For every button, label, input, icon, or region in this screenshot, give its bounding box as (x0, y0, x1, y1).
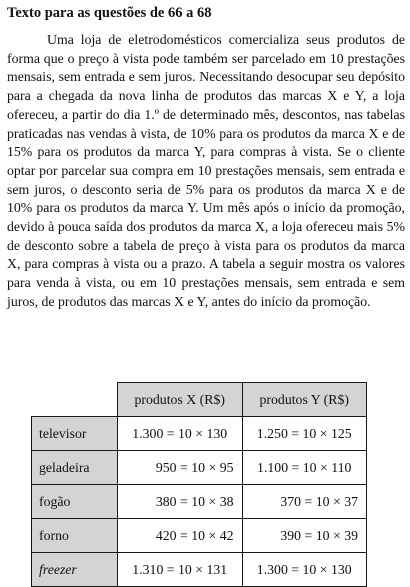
cell-fogao-y: 370 = 10 × 37 (242, 485, 367, 519)
price-table (31, 382, 367, 587)
cell-forno-y: 390 = 10 × 39 (242, 519, 367, 553)
table-corner-cell (32, 383, 118, 417)
table-row (32, 451, 367, 485)
cell-forno-x: 420 = 10 × 42 (118, 519, 243, 553)
column-header-products-y: produtos Y (R$) (242, 383, 367, 417)
table-header-row (32, 383, 367, 417)
cell-televisor-x: 1.300 = 10 × 130 (118, 417, 243, 451)
table-row (32, 417, 367, 451)
table-row (32, 519, 367, 553)
cell-geladeira-x: 950 = 10 × 95 (118, 451, 243, 485)
cell-fogao-x: 380 = 10 × 38 (118, 485, 243, 519)
cell-televisor-y: 1.250 = 10 × 125 (242, 417, 367, 451)
cell-geladeira-y: 1.100 = 10 × 110 (242, 451, 367, 485)
section-heading: Texto para as questões de 66 a 68 (7, 5, 212, 21)
row-label-geladeira: geladeira (32, 451, 118, 485)
row-label-forno: forno (32, 519, 118, 553)
price-table-container (31, 382, 367, 587)
cell-freezer-y: 1.300 = 10 × 130 (242, 553, 367, 587)
row-label-freezer: freezer (32, 553, 118, 587)
column-header-products-x: produtos X (R$) (118, 383, 243, 417)
body-paragraph: Uma loja de eletrodomésticos comercializa seus produtos de forma que o preço à vista pode também ser parcelado em 10 prestações mensais, sem entrada e sem juros. Necessitando desocupar seu depósito para a chegada da nova linha de produtos das marcas X e Y, a loja ofereceu, a partir do dia 1.º de determinado mês, descontos, nas tabelas praticadas nas vendas à vista, de 10% para os produtos da marca X e de 15% para os produtos da marca Y, para compras à vista. Se o cliente optar por parcelar sua compra em 10 prestações mensais, sem entrada e sem juros, o desconto seria de 5% para os produtos da marca X e de 10% para os produtos da marca Y. Um mês após o início da promoção, devido à pouca saída dos produtos da marca X, a loja ofereceu mais 5% de desconto sobre a tabela de preço à vista para os produtos da marca X, para compras à vista ou a prazo. A tabela a seguir mostra os valores para venda à vista, ou em 10 prestações mensais, sem entrada e sem juros, de produtos das marcas X e Y, antes do início da promoção. (7, 32, 405, 309)
table-row (32, 485, 367, 519)
table-row (32, 553, 367, 587)
row-label-fogao: fogão (32, 485, 118, 519)
row-label-televisor: televisor (32, 417, 118, 451)
cell-freezer-x: 1.310 = 10 × 131 (118, 553, 243, 587)
